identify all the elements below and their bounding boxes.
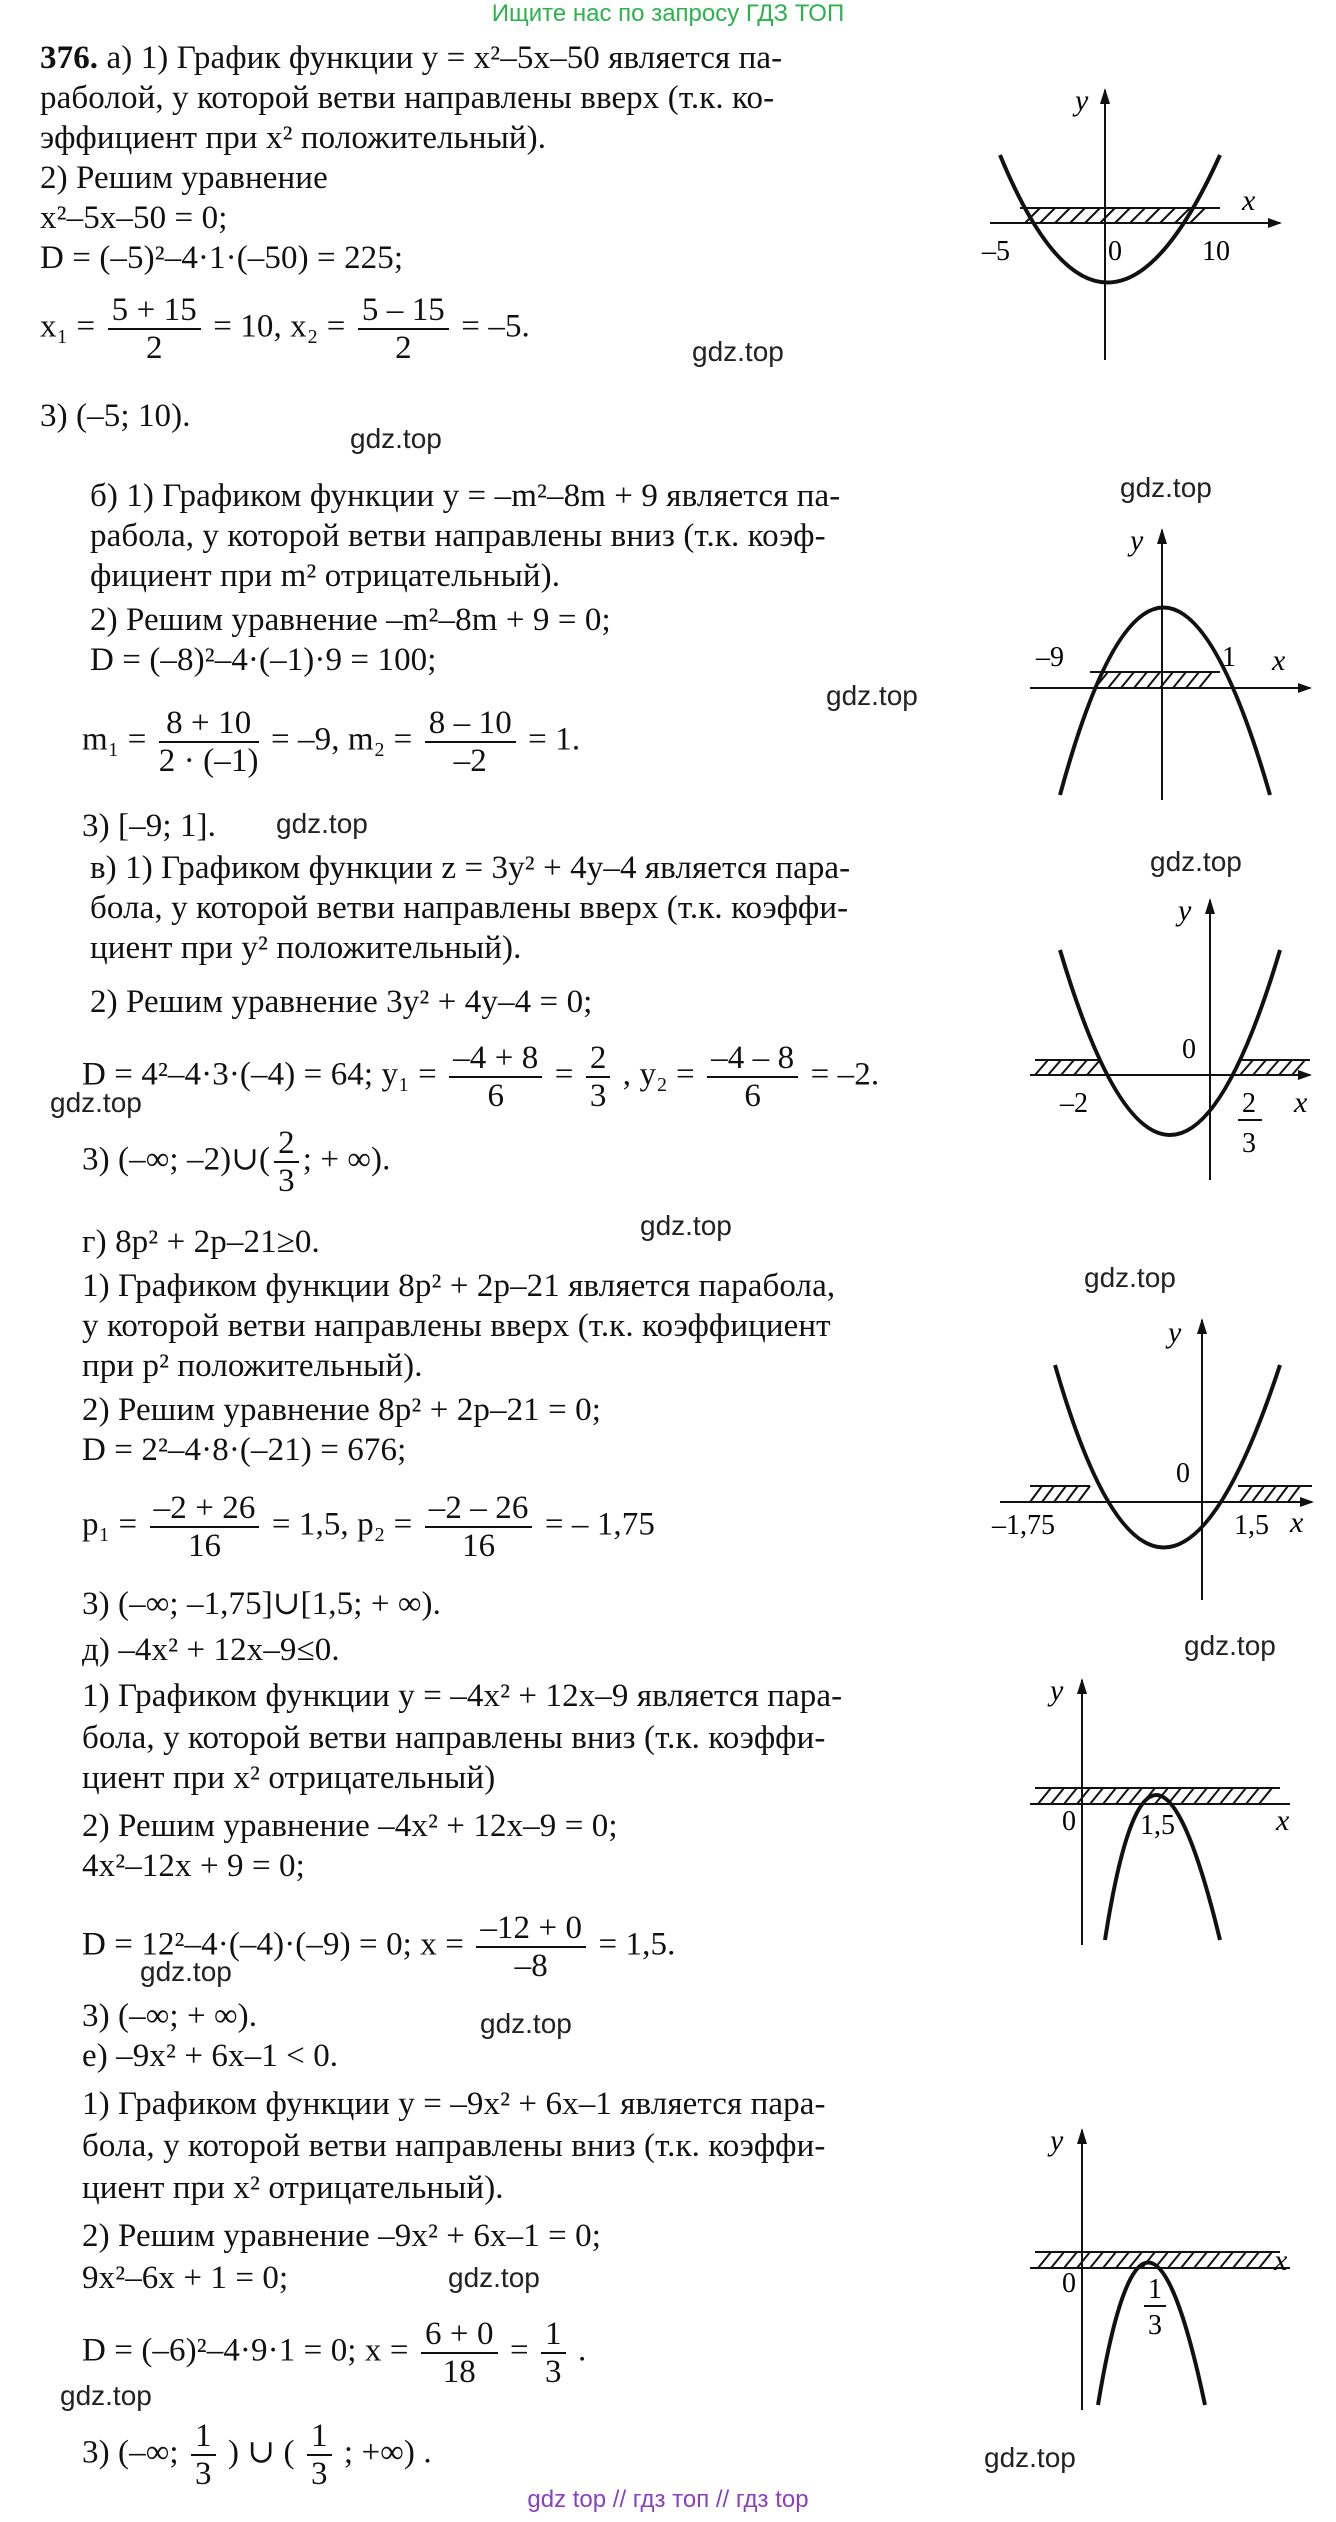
- numerator: –2 – 26: [425, 1490, 533, 1528]
- watermark: gdz.top: [984, 2442, 1076, 2473]
- watermark: gdz.top: [1150, 846, 1242, 877]
- roots-label: D = 4²–4·3·(–4) = 64; y₁ =: [82, 1056, 437, 1093]
- numerator: –4 + 8: [449, 1040, 542, 1078]
- part-v-line-2: бола, у которой ветви направлены вверх (т.к. коэффи-: [90, 890, 849, 926]
- tick-label: 0: [1176, 1458, 1190, 1489]
- part-d-line-2: бола, у которой ветви направлены вниз (т.к. коэффи-: [82, 1720, 826, 1756]
- part-a-answer: 3) (–5; 10).: [40, 398, 191, 434]
- axis-y-label: y: [1178, 894, 1192, 927]
- watermark: gdz.top: [640, 1210, 732, 1241]
- fraction: [425, 1490, 533, 1564]
- part-e-line-5: 9x²–6x + 1 = 0;: [82, 2260, 289, 2296]
- roots-label: D = 12²–4·(–4)·(–9) = 0; x =: [82, 1926, 464, 1963]
- fraction: [358, 292, 449, 366]
- roots-post: = – 1,75: [544, 1506, 655, 1543]
- part-g-line-5: D = 2²–4·8·(–21) = 676;: [82, 1432, 407, 1468]
- answer-pre: 3) (–∞; –2)∪(: [82, 1141, 271, 1178]
- tick-label: 0: [1108, 236, 1122, 267]
- axis-x-label: x: [1272, 644, 1286, 677]
- tick-label: 1: [1148, 2274, 1162, 2305]
- roots-post: = –5.: [461, 308, 530, 345]
- part-a-line-4: 2) Решим уравнение: [40, 160, 328, 196]
- tick-label: 3: [1242, 1128, 1256, 1159]
- roots-post: = –2.: [810, 1056, 880, 1093]
- part-b-answer: 3) [–9; 1].: [82, 808, 216, 844]
- part-g-answer: 3) (–∞; –1,75]∪[1,5; + ∞).: [82, 1586, 441, 1622]
- roots-mid: , y₂ =: [622, 1056, 695, 1093]
- answer-pre: 3) (–∞;: [82, 2434, 179, 2471]
- part-g-line-4: 2) Решим уравнение 8p² + 2p–21 = 0;: [82, 1392, 602, 1428]
- roots-label: x₁ =: [40, 308, 96, 345]
- tick-label: 3: [1148, 2310, 1162, 2341]
- part-e-line-2: бола, у которой ветви направлены вниз (т.к. коэффи-: [82, 2128, 826, 2164]
- fraction: [421, 2316, 498, 2390]
- roots-mid: = 10, x₂ =: [213, 308, 346, 345]
- roots-post: = 1,5.: [598, 1926, 676, 1963]
- denominator: 6: [744, 1078, 761, 1114]
- denominator: –8: [514, 1948, 548, 1984]
- fraction: [586, 1040, 611, 1114]
- equals-sign: =: [509, 2332, 529, 2369]
- roots-mid: = –9, m₂ =: [270, 721, 413, 758]
- watermark: gdz.top: [692, 336, 784, 367]
- fraction: [108, 292, 201, 366]
- part-a-text-1: а) 1) График функции y = x²–5x–50 является па-: [106, 40, 783, 76]
- graph-g: [990, 1310, 1320, 1610]
- fraction: [191, 2418, 216, 2492]
- footer-links[interactable]: gdz top // гдз топ // гдз top: [527, 2486, 809, 2513]
- part-v-roots: [82, 1040, 879, 1114]
- graph-v: [1020, 890, 1320, 1190]
- part-v-line-4: 2) Решим уравнение 3y² + 4y–4 = 0;: [90, 984, 593, 1020]
- denominator: 3: [194, 2456, 212, 2492]
- roots-label: p₁ =: [82, 1506, 138, 1543]
- part-b-line-1: б) 1) Графиком функции y = –m²–8m + 9 является па-: [90, 478, 841, 514]
- axis-y-label: y: [1075, 84, 1089, 117]
- numerator: –2 + 26: [150, 1490, 260, 1528]
- numerator: 8 – 10: [425, 705, 516, 743]
- numerator: 8 + 10: [159, 705, 259, 743]
- answer-post: ; + ∞).: [302, 1141, 391, 1178]
- tick-label: 0: [1182, 1034, 1196, 1065]
- axis-x-label: x: [1274, 2244, 1288, 2277]
- tick-label: 1: [1222, 642, 1236, 673]
- fraction: [449, 1040, 542, 1114]
- denominator: –2: [453, 743, 487, 779]
- part-d-line-5: 4x²–12x + 9 = 0;: [82, 1848, 305, 1884]
- axis-x-label: x: [1294, 1086, 1308, 1119]
- top-banner[interactable]: Ищите нас по запросу ГДЗ ТОП: [491, 0, 845, 27]
- graph-a: [980, 80, 1300, 370]
- part-v-line-3: циент при y² положительный).: [90, 930, 522, 966]
- part-g-line-0: г) 8p² + 2p–21≥0.: [82, 1224, 320, 1260]
- watermark: gdz.top: [1120, 472, 1212, 503]
- roots-post: = 1.: [528, 721, 581, 758]
- roots-label: m₁ =: [82, 721, 147, 758]
- tick-label: –9: [1036, 642, 1064, 673]
- axis-y-label: y: [1168, 1316, 1182, 1349]
- denominator: 3: [589, 1078, 607, 1114]
- part-d-line-0: д) –4x² + 12x–9≤0.: [82, 1632, 340, 1668]
- part-b-line-2: рабола, у которой ветви направлены вниз (т.к. коэф-: [90, 518, 826, 554]
- watermark: gdz.top: [276, 808, 368, 839]
- watermark: gdz.top: [1084, 1262, 1176, 1293]
- part-g-line-1: 1) Графиком функции 8p² + 2p–21 является парабола,: [82, 1268, 836, 1304]
- fraction: [707, 1040, 798, 1114]
- denominator: 6: [487, 1078, 505, 1114]
- part-d-line-3: циент при x² отрицательный): [82, 1760, 496, 1796]
- part-v-answer: [82, 1125, 390, 1199]
- watermark: gdz.top: [480, 2008, 572, 2039]
- tick-label: 1,5: [1140, 1810, 1175, 1841]
- graph-e: [1020, 2120, 1320, 2420]
- tick-label: 2: [1242, 1088, 1256, 1119]
- graph-d: [1020, 1670, 1320, 1960]
- problem-number: 376.: [40, 40, 99, 76]
- answer-post: ; +∞) .: [343, 2434, 432, 2471]
- tick-label: 0: [1062, 2268, 1076, 2299]
- tick-label: –2: [1060, 1088, 1088, 1119]
- denominator: 2: [145, 330, 163, 366]
- fraction: [425, 705, 516, 779]
- part-b-line-4: 2) Решим уравнение –m²–8m + 9 = 0;: [90, 602, 611, 638]
- part-e-line-0: е) –9x² + 6x–1 < 0.: [82, 2038, 339, 2074]
- numerator: 5 – 15: [358, 292, 449, 330]
- part-g-line-2: у которой ветви направлены вверх (т.к. коэффициент: [82, 1308, 831, 1344]
- part-d-answer: 3) (–∞; + ∞).: [82, 1998, 258, 2034]
- axis-y-label: y: [1050, 2124, 1064, 2157]
- numerator: 5 + 15: [108, 292, 201, 330]
- watermark: gdz.top: [350, 423, 442, 454]
- numerator: –4 – 8: [707, 1040, 798, 1078]
- tick-label: 0: [1062, 1806, 1076, 1837]
- roots-mid: = 1,5, p₂ =: [271, 1506, 413, 1543]
- numerator: 1: [191, 2418, 216, 2456]
- tick-label: 1,5: [1234, 1510, 1269, 1541]
- denominator: 18: [442, 2354, 476, 2390]
- fraction: [541, 2316, 566, 2390]
- part-e-line-1: 1) Графиком функции y = –9x² + 6x–1 является пара-: [82, 2086, 826, 2122]
- part-e-roots: [82, 2316, 586, 2390]
- fraction: [476, 1910, 586, 1984]
- denominator: 3: [545, 2354, 562, 2390]
- part-e-line-4: 2) Решим уравнение –9x² + 6x–1 = 0;: [82, 2218, 602, 2254]
- part-b-roots: [82, 705, 580, 779]
- axis-x-label: x: [1276, 1804, 1290, 1837]
- watermark: gdz.top: [140, 1956, 232, 1987]
- fraction: [150, 1490, 260, 1564]
- part-g-line-3: при p² положительный).: [82, 1348, 423, 1384]
- axis-y-label: y: [1050, 1674, 1064, 1707]
- tick-label: 10: [1202, 236, 1230, 267]
- fraction: [274, 1125, 299, 1199]
- watermark: gdz.top: [826, 680, 918, 711]
- part-a-line-3: эффициент при x² положительный).: [40, 120, 547, 156]
- part-b-line-5: D = (–8)²–4·(–1)·9 = 100;: [90, 642, 437, 678]
- watermark: gdz.top: [50, 1087, 142, 1118]
- graph-b: [1020, 520, 1320, 810]
- roots-label: D = (–6)²–4·9·1 = 0; x =: [82, 2332, 409, 2369]
- numerator: 1: [307, 2418, 332, 2456]
- watermark: gdz.top: [1184, 1630, 1276, 1661]
- part-d-line-4: 2) Решим уравнение –4x² + 12x–9 = 0;: [82, 1808, 618, 1844]
- axis-x-label: x: [1242, 184, 1256, 217]
- numerator: 2: [274, 1125, 299, 1163]
- denominator: 2: [395, 330, 412, 366]
- part-b-line-3: фициент при m² отрицательный).: [90, 558, 561, 594]
- part-d-line-1: 1) Графиком функции y = –4x² + 12x–9 является пара-: [82, 1678, 843, 1714]
- denominator: 3: [310, 2456, 328, 2492]
- fraction: [159, 705, 259, 779]
- numerator: 6 + 0: [421, 2316, 498, 2354]
- part-v-line-1: в) 1) Графиком функции z = 3y² + 4y–4 является пара-: [90, 850, 851, 886]
- part-a-roots: [40, 292, 530, 366]
- part-a-line-2: раболой, у которой ветви направлены вверх (т.к. ко-: [40, 80, 775, 116]
- numerator: –12 + 0: [476, 1910, 586, 1948]
- numerator: 1: [541, 2316, 566, 2354]
- watermark: gdz.top: [448, 2262, 540, 2293]
- denominator: 16: [462, 1528, 496, 1564]
- watermark: gdz.top: [60, 2380, 152, 2411]
- axis-y-label: y: [1130, 524, 1144, 557]
- roots-post: .: [577, 2332, 587, 2369]
- tick-label: –5: [982, 236, 1010, 267]
- part-a-line-6: D = (–5)²–4·1·(–50) = 225;: [40, 240, 404, 276]
- tick-label: –1,75: [992, 1510, 1055, 1541]
- denominator: 3: [278, 1163, 295, 1199]
- equals-sign: =: [554, 1056, 574, 1093]
- denominator: 16: [187, 1528, 222, 1564]
- part-e-line-3: циент при x² отрицательный).: [82, 2170, 504, 2206]
- part-g-roots: [82, 1490, 655, 1564]
- fraction: [307, 2418, 332, 2492]
- denominator: 2 · (–1): [158, 743, 259, 779]
- answer-mid: ) ∪ (: [227, 2434, 295, 2471]
- part-a-line-5: x²–5x–50 = 0;: [40, 200, 228, 236]
- part-a-line-1: [40, 38, 782, 78]
- part-e-answer: [82, 2418, 432, 2492]
- numerator: 2: [586, 1040, 611, 1078]
- axis-x-label: x: [1290, 1506, 1304, 1539]
